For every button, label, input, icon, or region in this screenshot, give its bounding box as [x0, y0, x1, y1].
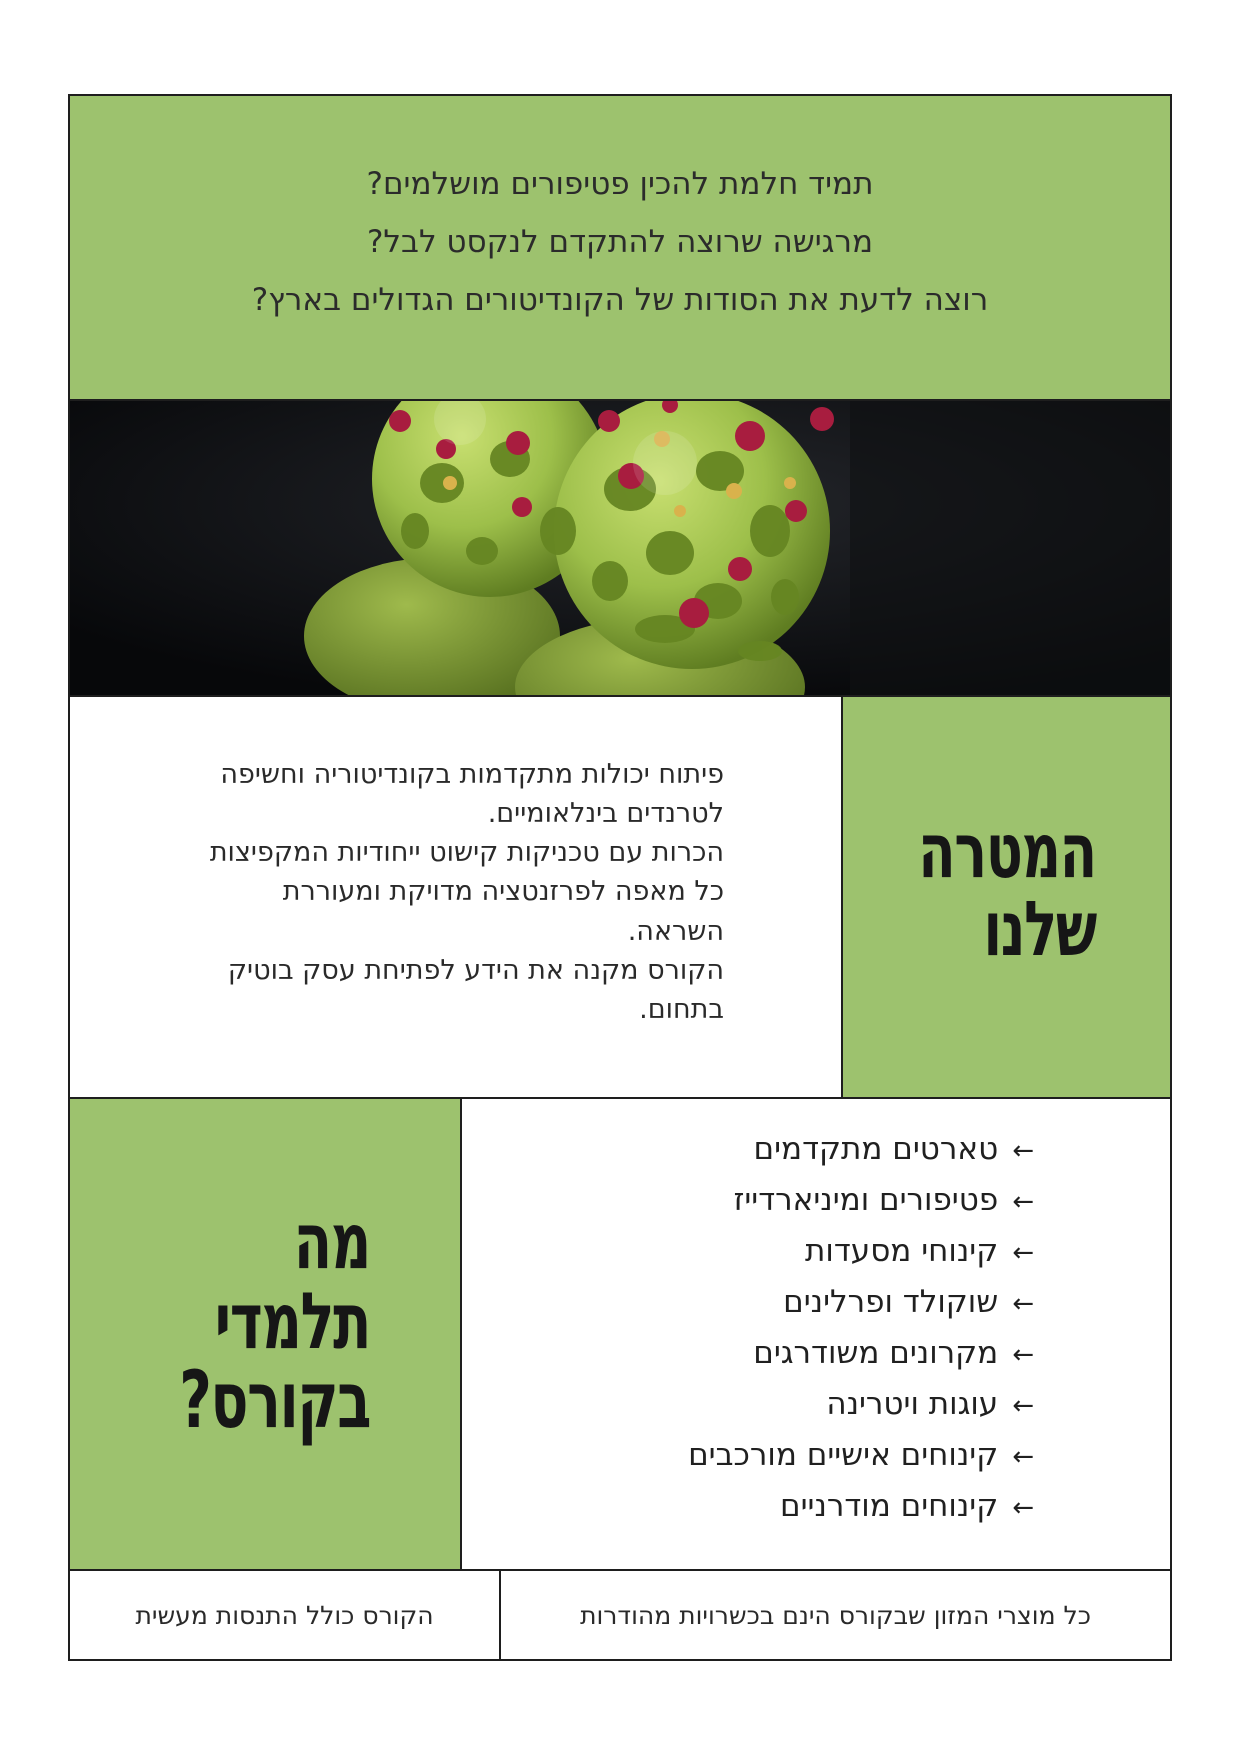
topic-item — [780, 1488, 1034, 1525]
students-heading-panel — [70, 1099, 462, 1569]
dessert-illustration — [70, 401, 1170, 695]
arrow-left-icon: ← — [1012, 1493, 1034, 1523]
footer — [70, 1569, 1170, 1659]
goal-description — [70, 697, 843, 1097]
students-heading-line-3: בקורס? — [179, 1356, 370, 1447]
topic-label: שוקולד ופרלינים — [783, 1284, 999, 1320]
topic-item — [783, 1284, 1034, 1321]
topic-item — [754, 1131, 1034, 1168]
topic-label: עוגות ויטרינה — [826, 1386, 999, 1422]
topic-item — [753, 1335, 1034, 1372]
goal-line-6: הקורס מקנה את הידע לפתיחת עסק בוטיק — [227, 954, 724, 986]
topic-item — [688, 1437, 1034, 1474]
goal-heading-panel — [843, 697, 1170, 1097]
arrow-left-icon: ← — [1012, 1136, 1034, 1166]
arrow-left-icon: ← — [1012, 1340, 1034, 1370]
topic-label: קינוחים אישיים מורכבים — [688, 1437, 999, 1473]
topic-label: קינוחי מסעדות — [805, 1233, 999, 1269]
dessert-photo — [70, 401, 1170, 697]
footer-practical-note: הקורס כולל התנסות מעשית — [135, 1600, 434, 1630]
goal-heading-line-1: המטרה — [918, 806, 1096, 895]
arrow-left-icon: ← — [1012, 1289, 1034, 1319]
topic-label: טארטים מתקדמים — [753, 1131, 999, 1167]
flyer-frame — [68, 94, 1172, 1661]
goal-line-7: בתחום. — [639, 993, 724, 1025]
goal-heading — [918, 806, 1096, 973]
goal-line-3: הכרות עם טכניקות קישוט ייחודיות המקפיצות — [209, 837, 724, 869]
goal-line-5: השראה. — [627, 915, 724, 947]
students-heading-line-2: תלמדי — [214, 1276, 370, 1367]
arrow-left-icon: ← — [1012, 1187, 1034, 1217]
arrow-left-icon: ← — [1012, 1442, 1034, 1472]
topic-label: מקרונים משודרגים — [753, 1335, 999, 1371]
topic-item — [805, 1233, 1034, 1270]
hero-banner — [70, 96, 1170, 401]
hero-line-1: תמיד חלמת להכין פטיפורים מושלמים? — [366, 166, 874, 202]
arrow-left-icon: ← — [1012, 1238, 1034, 1268]
arrow-left-icon: ← — [1012, 1391, 1034, 1421]
goal-line-2: לטרנדים בינלאומיים. — [487, 798, 724, 830]
hero-line-3: רוצה לדעת את הסודות של הקונדיטורים הגדולים בארץ? — [251, 282, 989, 318]
footer-kosher-note: כל מוצרי המזון שבקורס הינם בכשרויות מהודרות — [580, 1600, 1091, 1630]
topic-label: קינוחים מודרניים — [780, 1488, 999, 1524]
students-heading-line-1: מה — [293, 1197, 370, 1287]
goal-line-1: פיתוח יכולות מתקדמות בקונדיטוריה וחשיפה — [220, 759, 724, 790]
students-heading — [179, 1197, 370, 1447]
goal-line-4: כל מאפה לפרזנטציה מדויקת ומעוררת — [282, 876, 724, 908]
topic-item — [734, 1182, 1034, 1219]
topic-label: פטיפורים ומיניארדייז — [733, 1182, 999, 1218]
goal-heading-line-2: שלנו — [983, 883, 1096, 973]
hero-line-2: מרגישה שרוצה להתקדם לנקסט לבל? — [366, 224, 874, 260]
topic-item — [826, 1386, 1034, 1423]
goal-body — [144, 755, 724, 1029]
course-topics-list — [462, 1099, 1170, 1569]
